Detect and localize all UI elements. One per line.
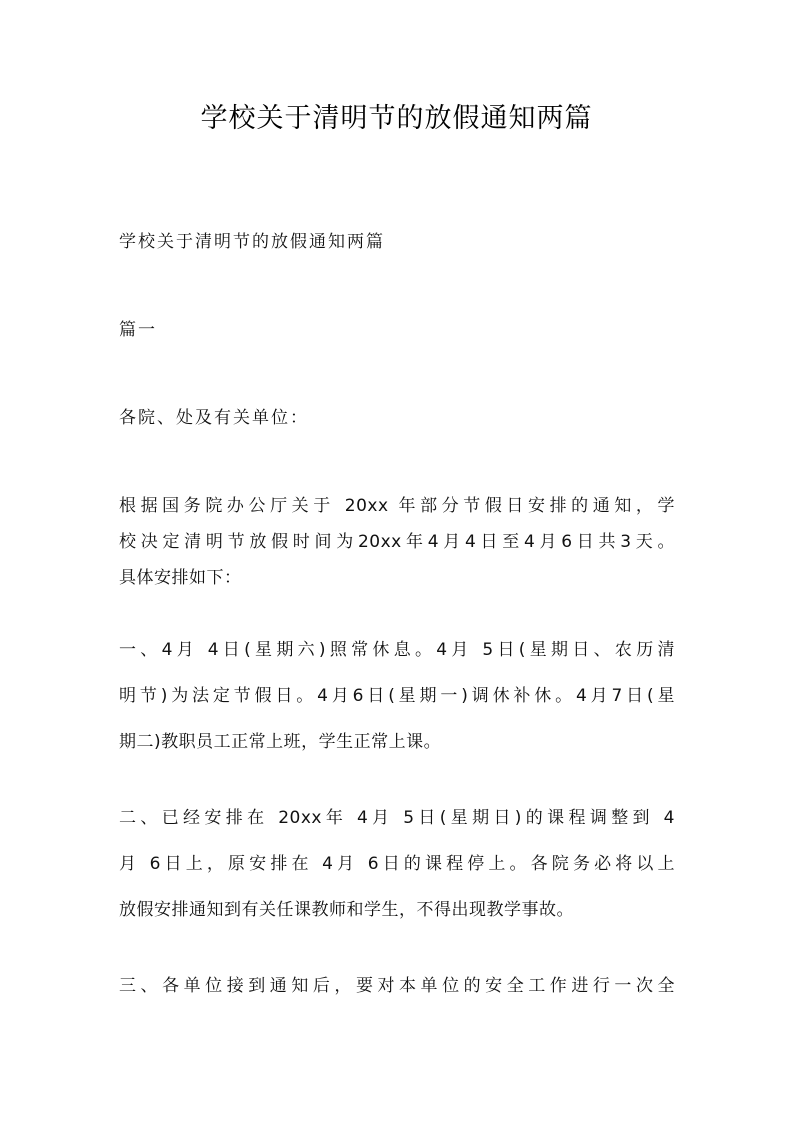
paragraph: [119, 494, 675, 590]
paragraph-line: 二、已经安排在 20xx年 4月 5日(星期日)的课程调整到 4: [119, 808, 675, 828]
paragraph-line: 三、各单位接到通知后，要对本单位的安全工作进行一次全: [119, 976, 675, 996]
paragraph-line: 放假安排通知到有关任课教师和学生，不得出现教学事故。: [119, 900, 574, 920]
document-body: [119, 230, 675, 998]
paragraph-line: 明节)为法定节假日。4月6日(星期一)调休补休。4月7日(星: [119, 686, 675, 706]
paragraph-line: 根据国务院办公厅关于 20xx 年部分节假日安排的通知，学: [119, 496, 675, 516]
paragraph-line: 具体安排如下：: [119, 568, 242, 588]
paragraph: [119, 638, 675, 754]
paragraph-line: 一、4月 4日(星期六)照常休息。4月 5日(星期日、农历清: [119, 640, 675, 660]
paragraph-line: 校决定清明节放假时间为20xx年4月4日至4月6日共3天。: [119, 532, 675, 552]
subtitle: 学校关于清明节的放假通知两篇: [119, 232, 385, 252]
section-label: 篇一: [119, 320, 157, 340]
paragraph-line: 月 6日上，原安排在 4月 6日的课程停上。各院务必将以上: [119, 854, 675, 874]
document-title: 学校关于清明节的放假通知两篇: [200, 103, 593, 134]
paragraph: [119, 806, 675, 922]
paragraph-line: 期二)教职员工正常上班，学生正常上课。: [119, 732, 442, 752]
paragraph: [119, 974, 675, 998]
salutation: 各院、处及有关单位：: [119, 408, 309, 428]
